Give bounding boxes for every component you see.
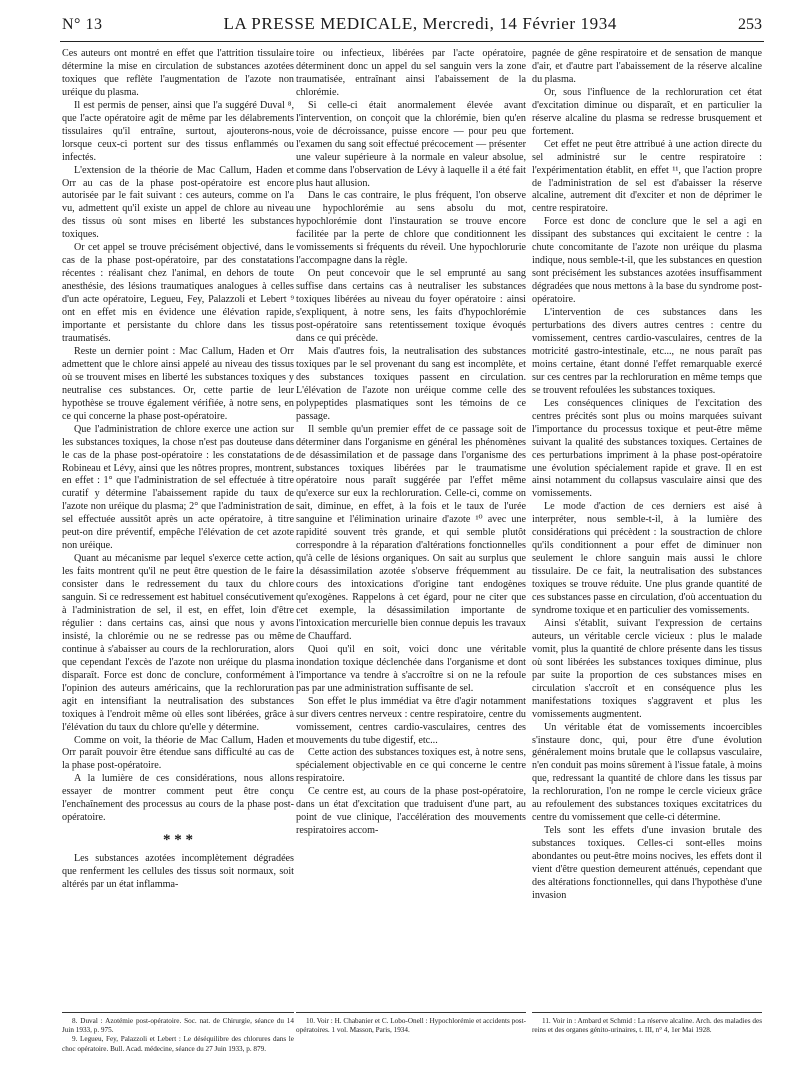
text-column-3 <box>532 48 762 948</box>
paragraph: Un véritable état de vomissements incoercibles s'instaure donc, qui, pour être d'une évolution généralement moins brutale que le collapsus vasculaire, n'en conduit pas moins sûrement à l'issue fatale, à moins que, redressant la quantité de chlore dans les tissus par la rechloruration, l'on ne rompe le cercle vicieux grâce au refoulement des substances toxiques excitatrices du centre du vomissement que celle-ci détermine. <box>532 721 762 824</box>
footnote: 9. Legueu, Fey, Palazzoli et Lebert : Le déséquilibre des chlorures dans le choc opératoire. Bull. Acad. médecine, séance du 27 Juin 1933, p. 879. <box>62 1035 294 1053</box>
text-column-2 <box>296 48 526 948</box>
paragraph: Tels sont les effets d'une invasion brutale des substances toxiques. Celles-ci sont-elles moins abondantes ou peut-être moins nocives, les effets dont il vient d'être question demeurent atténués, cependant que des altérations fonctionnelles, qui dans l'hypothèse d'une invasion <box>532 825 762 901</box>
paragraph: L'intervention de ces substances dans les perturbations des divers autres centres : centre du vomissement, centres cardio-vasculaires, centres de la motricité gastro-intestinale, etc..., ne nous paraît pas moins certaine, étant donné l'effet remarquable exercé sur ces centres par la rechloruration en même temps que se trouvent refoulées les substances toxiques. <box>532 307 762 396</box>
paragraph: Cet effet ne peut être attribué à une action directe du sel administré sur le centre respiratoire : l'expérimentation établit, en effet ¹¹, que l'action propre de l'administration de sel est d'abaisser la réserve alcaline, autrement dit d'exciter et non de déprimer le centre respiratoire. <box>532 138 762 215</box>
paragraph: Quoi qu'il en soit, voici donc une véritable inondation toxique déclenchée dans l'organisme et dont l'importance va tendre à s'accroître si on ne la refoule pas par une administration suffisante de sel. <box>296 643 526 694</box>
paragraph: Comme on voit, la théorie de Mac Callum, Haden et Orr paraît pouvoir être étendue sans difficulté au cas de la phase post-opératoire. <box>62 734 294 772</box>
paragraph: Mais d'autres fois, la neutralisation des substances toxiques par le sel provenant du sang est incomplète, et des substances toxiques passent en circulation. L'élévation de l'azote non uréique comme celle des polypeptides plasmatiques sont les témoins de ce passage. <box>296 345 526 422</box>
footnote: 10. Voir : H. Chabanier et C. Lobo-Onell : Hypochlorémie et accidents post-opératoires. 1 vol. Masson, Paris, 1934. <box>296 1017 526 1035</box>
section-break-asterisms: * * * <box>163 832 193 849</box>
footnote-rule <box>296 1012 526 1013</box>
footnote: 11. Voir in : Ambard et Schmid : La réserve alcaline. Arch. des maladies des reins et des organes génito-urinaires, t. III, n° 4, 1er Mai 1928. <box>532 1017 762 1035</box>
paragraph: Cette action des substances toxiques est, à notre sens, spécialement objectivable en ce qui concerne le centre respiratoire. <box>296 747 526 785</box>
paragraph: Reste un dernier point : Mac Callum, Haden et Orr admettent que le chlore ainsi appelé au niveau des tissus où se trouvent mises en liberté les substances toxiques y neutralise ces substances. Or, cette partie de leur hypothèse se trouve également vérifiée, à notre sens, en ce qui concerne la phase post-opératoire. <box>62 345 294 422</box>
header-rule <box>60 41 764 42</box>
paragraph: Force est donc de conclure que le sel a agi en dissipant des substances qui excitaient le centre : la chute concomitante de l'azote non uréique du plasma indique, nous semble-t-il, que les substances en question sont précisément les substances azotées insuffisamment dégradées que nous mettons à la base du syndrome post-opératoire. <box>532 216 762 306</box>
text-column-1 <box>62 48 294 948</box>
paragraph: Les conséquences cliniques de l'excitation des centres précités sont plus ou moins marquées suivant l'importance du processus toxique et peut-être même suivant la qualité des substances toxiques. Certaines de ces perturbations impriment à la phase post-opératoire une évolution spécialement rapide et grave. Il en est ainsi notamment du collapsus vasculaire ainsi que des vomissements. <box>532 397 762 500</box>
paragraph: Quant au mécanisme par lequel s'exerce cette action, les faits montrent qu'il ne peut être question de le faire consister dans le redressement du taux du chlore sanguin. Si ce redressement est habituel consécutivement à l'administration de sel, il est, en effet, loin d'être régulier : dans certains cas, ainsi que nous y avons insisté, la chlorémie ou ne se redresse pas ou même continue à s'abaisser au cours de la rechloruration, alors que cependant l'excès de l'azote non uréique du plasma disparaît. Force est donc de conclure, conformément à l'opinion des auteurs américains, que la rechloruration agit en intensifiant la neutralisation des substances toxiques à l'endroit même où elles sont libérées, grâce à l'élévation du taux du chlore qu'elle y détermine. <box>62 553 294 733</box>
footnote: 8. Duval : Azotémie post-opératoire. Soc. nat. de Chirurgie, séance du 14 Juin 1933, p. 975. <box>62 1017 294 1035</box>
issue-number: N° 13 <box>62 16 103 33</box>
paragraph: Que l'administration de chlore exerce une action sur les substances toxiques, la chose n'est pas douteuse dans le cas de la phase post-opératoire : les constatations de Robineau et Lévy, ainsi que les nôtres propres, montrent, en effet : 1° que l'administration de sel effectuée à titre curatif y détermine l'abaissement rapide du taux de l'azote non uréique du plasma; 2° que l'administration de sel effectuée aussitôt après un acte opératoire, à titre peut-on dire préventif, empêche l'élévation de cet azote non uréique. <box>62 423 294 552</box>
paragraph: Ainsi s'établit, suivant l'expression de certains auteurs, un véritable cercle vicieux : plus le malade vomit, plus la quantité de chlore présente dans les tissus où sont libérées les substances toxiques diminue, plus par suite la proportion de ces substances mises en circulation s'accroît et en conséquence plus les manifestations toxiques s'aggravent et plus les vomissements augmentent. <box>532 617 762 720</box>
footnote-rule <box>62 1012 294 1013</box>
paragraph: Les substances azotées incomplètement dégradées que renferment les cellules des tissus soit normaux, soit altérés par un état inflamma- <box>62 853 294 891</box>
paragraph: On peut concevoir que le sel emprunté au sang suffise dans certains cas à neutraliser les substances toxiques libérées au niveau du foyer opératoire : ainsi s'expliquent, à notre sens, les faits d'hypochlorémie post-opératoire sans retentissement toxique évoqués dans ce qui précède. <box>296 268 526 344</box>
paragraph: pagnée de gêne respiratoire et de sensation de manque d'air, et d'autre part l'abaissement de la réserve alcaline du plasma. <box>532 48 762 85</box>
paragraph: Il est permis de penser, ainsi que l'a suggéré Duval ⁸, que l'acte opératoire agit de même par les délabrements tissulaires qu'il entraîne, surtout, ajouterons-nous, lorsque ceux-ci portent sur des tissus enflammés ou infectés. <box>62 99 294 163</box>
paragraph: Or cet appel se trouve précisément objectivé, dans le cas de la phase post-opératoire, par des constatations récentes : réalisant chez l'animal, en dehors de toute anesthésie, des lésions traumatiques analogues à celles d'un acte opératoire, Legueu, Fey, Palazzoli et Lebert ⁹ ont en effet mis en évidence une élévation rapide, importante et persistante du chlore dans les tissus traumatisés. <box>62 242 294 344</box>
paragraph: L'extension de la théorie de Mac Callum, Haden et Orr au cas de la phase post-opératoire est encore autorisée par le fait suivant : ces auteurs, comme on l'a vu, admettent qu'il existe un appel de chlore au niveau des tissus où sont mises en liberté les substances toxiques. <box>62 164 294 241</box>
footnote-rule <box>532 1012 762 1013</box>
footnotes-column-3 <box>532 1017 762 1035</box>
footnotes-column-2 <box>296 1017 526 1035</box>
paragraph: toire ou infectieux, libérées par l'acte opératoire, déterminent donc un appel du sel sanguin vers la zone traumatisée, entraînant ainsi l'abaissement de la chlorémie. <box>296 48 526 98</box>
paragraph: Il semble qu'un premier effet de ce passage soit de déterminer dans l'organisme en général les phénomènes de désassimilation et de passage dans l'organisme des substances toxiques libérées par le traumatisme opératoire nous paraît suggérée par l'effet même qu'exerce sur eux la rechloruration. Celle-ci, comme on sait, diminue, en effet, à la fois et le taux de l'urée sanguine et l'élimination urinaire d'azote ¹⁰ avec une rapidité souvent très grande, et qui semble plutôt correspondre à la réparation d'altérations fonctionnelles qu'à celle de lésions organiques. On sait au surplus que la désassimilation azotée s'observe fréquemment au cours des intoxications d'origine tant endogènes qu'exogènes. Rappelons à cet égard, pour ne citer que cet exemple, la désassimilation importante de l'intoxication mercurielle bien connue depuis les travaux de Chauffard. <box>296 423 526 642</box>
page-number: 253 <box>737 16 762 33</box>
journal-title: LA PRESSE MEDICALE, Mercredi, 14 Février 1934 <box>223 14 617 33</box>
paragraph: A la lumière de ces considérations, nous allons essayer de montrer comment peut être conçu l'enchaînement des processus au cours de la phase post-opératoire. <box>62 773 294 824</box>
paragraph: Le mode d'action de ces derniers est aisé à interpréter, nous semble-t-il, à la lumière des considérations qui précèdent : la soustraction de chlore qu'ils conditionnent a pour effet de diminuer non seulement le chlore sanguin mais aussi le chlore tissulaire. De ce fait, la neutralisation des substances toxiques se trouve réduite. Une plus grande quantité de ces substances passe en circulation, d'où accentuation du syndrome toxique et en particulier des vomissements. <box>532 501 762 616</box>
paragraph: Si celle-ci était anormalement élevée avant l'intervention, on conçoit que la chlorémie, bien qu'en voie de décroissance, puisse encore — pour peu que l'examen du sang soit effectué précocement — présenter une valeur supérieure à la normale en valeur absolue, comme dans l'observation de Lévy à laquelle il a été fait plus haut allusion. <box>296 99 526 189</box>
paragraph: Dans le cas contraire, le plus fréquent, l'on observe une hypochlorémie au sens absolu du mot, hypochlorémie dont l'instauration se trouve encore facilitée par la perte de chlore que conditionnent les vomissements si fréquents du réveil. Une hypochlorurie l'accompagne dans la règle. <box>296 190 526 267</box>
paragraph: Or, sous l'influence de la rechloruration cet état d'excitation diminue ou disparaît, et en particulier la réserve alcaline du plasma se redresse brusquement et fortement. <box>532 86 762 137</box>
paragraph: Son effet le plus immédiat va être d'agir notamment sur divers centres nerveux : centre respiratoire, centre du vomissement, centres cardio-vasculaires, centres des mouvements du tube digestif, etc... <box>296 695 526 746</box>
page-header <box>62 14 762 44</box>
paragraph: Ce centre est, au cours de la phase post-opératoire, dans un état d'excitation que traduisent d'une part, au point de vue clinique, l'accélération des mouvements respiratoires accom- <box>296 786 526 837</box>
footnotes-column-1 <box>62 1017 294 1054</box>
paragraph: Ces auteurs ont montré en effet que l'attrition tissulaire détermine la mise en circulation de substances azotées toxiques que reflète l'augmentation de l'azote non uréique du plasma. <box>62 48 294 98</box>
